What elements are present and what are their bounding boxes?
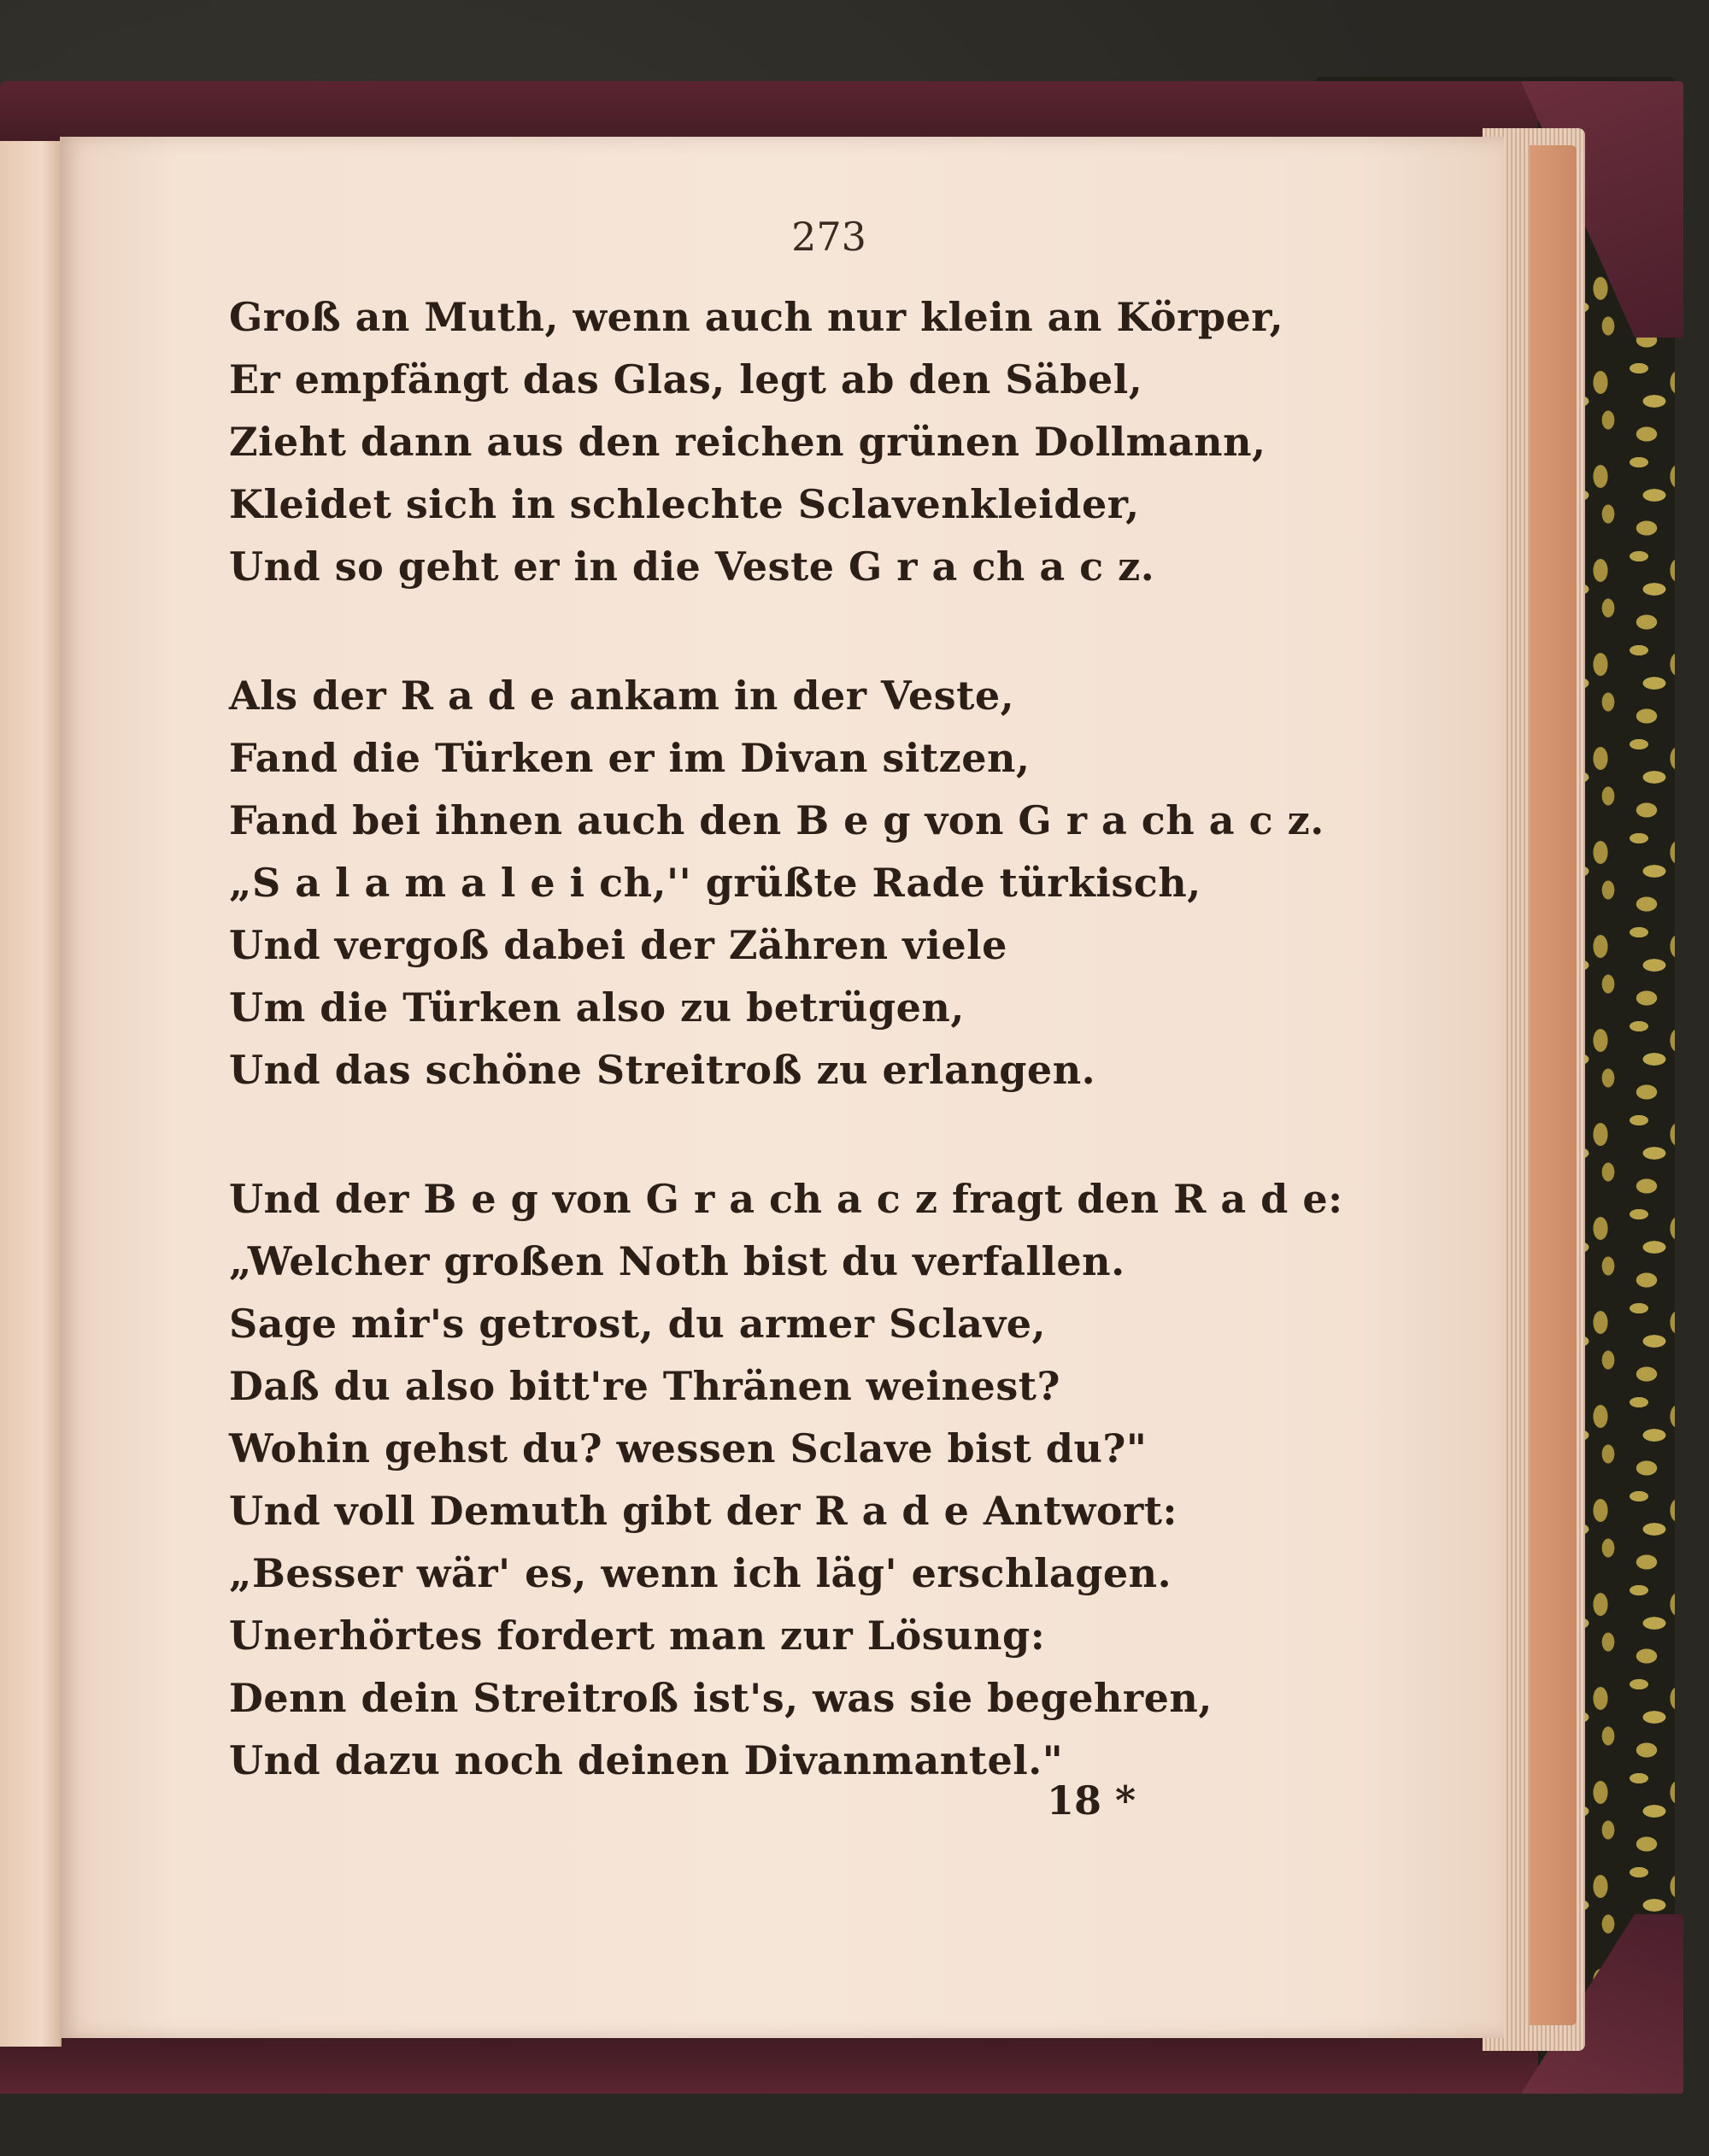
left-page-edge bbox=[0, 141, 62, 2047]
verse-line: Und so geht er in die Veste G r a ch a c z. bbox=[229, 543, 1155, 590]
verse-line: Groß an Muth, wenn auch nur klein an Körper, bbox=[229, 294, 1284, 340]
verse-line: Um die Türken also zu betrügen, bbox=[229, 984, 965, 1031]
verse-line: Und der B e g von G r a ch a c z fragt den R a d e: bbox=[229, 1176, 1343, 1222]
verse-line: Unerhörtes fordert man zur Lösung: bbox=[229, 1613, 1046, 1659]
verse-line: Daß du also bitt're Thränen weinest? bbox=[229, 1363, 1060, 1409]
poem-text bbox=[229, 286, 1383, 1792]
verse-line: Sage mir's getrost, du armer Sclave, bbox=[229, 1301, 1046, 1347]
verse-line: Kleidet sich in schlechte Sclavenkleider, bbox=[229, 481, 1140, 527]
verse-line: Und voll Demuth gibt der R a d e Antwort: bbox=[229, 1488, 1178, 1534]
page-edges-back bbox=[1530, 145, 1577, 2025]
verse-line: Und vergoß dabei der Zähren viele bbox=[229, 922, 1007, 968]
stanza-3 bbox=[229, 1168, 1383, 1792]
verse-line: Als der R a d e ankam in der Veste, bbox=[229, 673, 1015, 719]
stanza-1 bbox=[229, 286, 1383, 598]
verse-line: Denn dein Streitroß ist's, was sie begehren, bbox=[229, 1675, 1213, 1721]
binding-bottom bbox=[0, 2034, 1538, 2094]
verse-line: „Welcher großen Noth bist du verfallen. bbox=[229, 1238, 1125, 1284]
verse-line: „S a l a m a l e i ch,'' grüßte Rade türkisch, bbox=[229, 860, 1201, 906]
verse-line: Zieht dann aus den reichen grünen Dollmann, bbox=[229, 419, 1266, 465]
verse-line: Und dazu noch deinen Divanmantel." bbox=[229, 1737, 1064, 1783]
page-number: 273 bbox=[791, 214, 866, 260]
verse-line: „Besser wär' es, wenn ich läg' erschlagen. bbox=[229, 1550, 1172, 1596]
verse-line: Er empfängt das Glas, legt ab den Säbel, bbox=[229, 356, 1143, 402]
stanza-gap bbox=[229, 598, 1383, 665]
stanza-gap bbox=[229, 1101, 1383, 1168]
verse-line: Wohin gehst du? wessen Sclave bist du?" bbox=[229, 1425, 1148, 1472]
verse-line: Fand bei ihnen auch den B e g von G r a ch a c z. bbox=[229, 797, 1324, 843]
stanza-2 bbox=[229, 665, 1383, 1101]
verse-line: Fand die Türken er im Divan sitzen, bbox=[229, 735, 1031, 781]
signature-mark: 18 * bbox=[1047, 1777, 1136, 1824]
verse-line: Und das schöne Streitroß zu erlangen. bbox=[229, 1047, 1096, 1093]
